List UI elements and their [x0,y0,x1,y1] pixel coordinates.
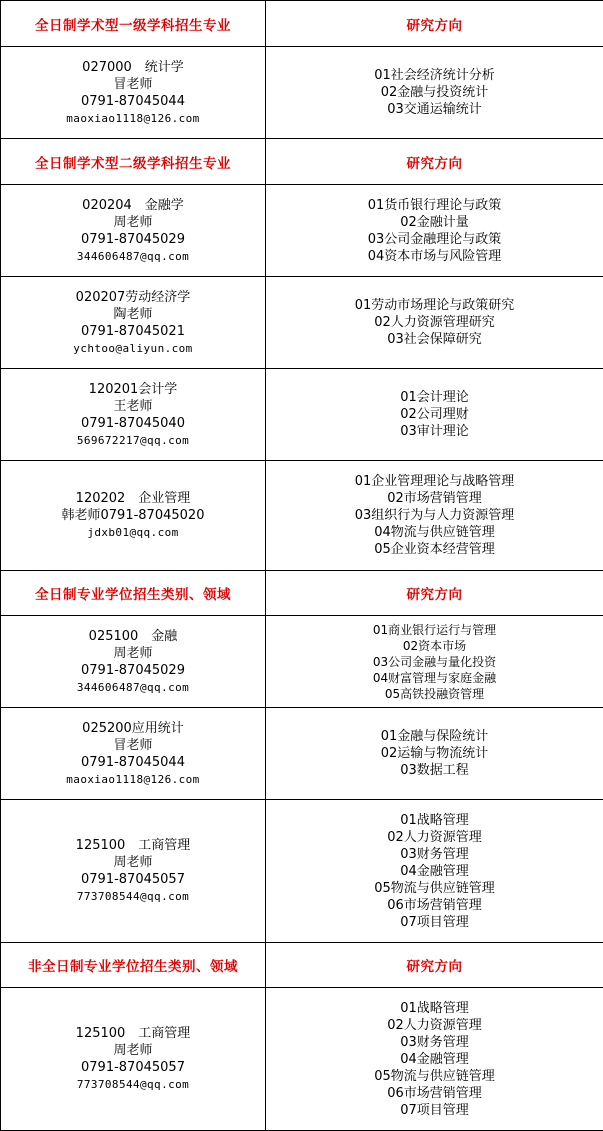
direction-item: 04物流与供应链管理 [374,525,495,540]
direction-item: 01劳动市场理论与政策研究 [354,298,515,313]
direction-item: 06市场营销管理 [387,1085,482,1101]
section-title: 全日制专业学位招生类别、领域 [1,571,266,616]
contact-person: 周老师 [113,214,153,230]
contact-person: 冒老师 [113,737,153,753]
program-info-cell [1,988,266,1131]
direction-header: 研究方向 [266,571,603,616]
program-code-name: 020204 金融学 [82,197,184,213]
section-title: 非全日制专业学位招生类别、领域 [1,943,266,988]
contact-phone: 0791-87045029 [81,231,185,247]
program-code-name: 020207劳动经济学 [75,289,191,305]
direction-item: 01企业管理理论与战略管理 [354,474,515,489]
direction-item: 02金融与投资统计 [380,85,489,100]
program-directions-cell [266,800,603,943]
contact-phone: 0791-87045029 [81,662,185,678]
program-directions-cell [266,185,603,277]
program-code-name: 025200应用统计 [82,720,184,736]
contact-person: 周老师 [113,645,153,661]
contact-phone: 0791-87045040 [81,415,185,431]
direction-item: 05物流与供应链管理 [374,1068,495,1084]
direction-item: 02人力资源管理 [387,829,482,845]
program-directions-cell [266,47,603,139]
direction-item: 04财富管理与家庭金融 [372,670,497,685]
direction-item: 05物流与供应链管理 [374,880,495,896]
contact-email: jdxb01@qq.com [87,526,179,539]
program-row [1,277,603,369]
contact-email: maoxiao1118@126.com [66,111,200,125]
program-info-cell [1,47,266,139]
program-info-cell [1,800,266,943]
direction-item: 03公司金融与量化投资 [372,654,497,669]
contact-email: 344606487@qq.com [76,249,190,263]
direction-item: 03社会保障研究 [387,332,482,347]
section-header-row [1,571,603,616]
program-code-name: 120202 企业管理 [75,491,191,506]
section-title: 全日制学术型一级学科招生专业 [1,1,266,47]
contact-person: 王老师 [113,398,153,414]
section-header-row [1,1,603,47]
direction-item: 02市场营销管理 [387,491,482,506]
direction-header: 研究方向 [266,139,603,185]
program-info-cell [1,369,266,461]
direction-item: 02金融计量 [400,214,469,230]
contact-person: 韩老师0791-87045020 [61,508,205,523]
contact-phone: 0791-87045057 [81,872,185,887]
direction-item: 01战略管理 [400,1000,469,1016]
program-code-name: 125100 工商管理 [75,1026,191,1041]
program-directions-cell [266,708,603,800]
section-header-row [1,139,603,185]
direction-item: 04金融管理 [400,863,469,879]
contact-email: ychtoo@aliyun.com [73,341,193,355]
direction-item: 02公司理财 [400,407,469,422]
direction-item: 03财务管理 [400,846,469,862]
direction-item: 05企业资本经营管理 [374,542,495,557]
direction-item: 02人力资源管理 [387,1017,482,1033]
program-row [1,185,603,277]
program-code-name: 025100 金融 [88,628,178,644]
direction-item: 02资本市场 [402,638,467,653]
program-row [1,461,603,571]
program-row [1,369,603,461]
program-row [1,616,603,708]
direction-item: 03组织行为与人力资源管理 [354,508,515,523]
direction-item: 01金融与保险统计 [380,729,489,744]
direction-item: 01货币银行理论与政策 [367,197,502,213]
program-directions-cell [266,461,603,571]
program-code-name: 125100 工商管理 [75,838,191,853]
program-code-name: 120201会计学 [88,381,178,397]
program-directions-cell [266,277,603,369]
program-row [1,708,603,800]
program-directions-cell [266,369,603,461]
direction-item: 02人力资源管理研究 [374,315,495,330]
direction-item: 01会计理论 [400,390,469,405]
direction-item: 03数据工程 [400,763,469,778]
program-row [1,47,603,139]
contact-phone: 0791-87045057 [81,1060,185,1075]
direction-item: 05高铁投融资管理 [384,686,485,701]
contact-email: maoxiao1118@126.com [66,772,200,786]
contact-email: 773708544@qq.com [76,1078,190,1091]
direction-item: 02运输与物流统计 [380,746,489,761]
direction-item: 03审计理论 [400,424,469,439]
direction-item: 01商业银行运行与管理 [372,622,497,637]
program-row [1,988,603,1131]
direction-item: 03财务管理 [400,1034,469,1050]
program-code-name: 027000 统计学 [82,59,184,75]
program-directions-cell [266,616,603,708]
direction-item: 04金融管理 [400,1051,469,1067]
direction-header: 研究方向 [266,943,603,988]
contact-email: 344606487@qq.com [76,680,190,694]
program-info-cell [1,185,266,277]
contact-person: 陶老师 [113,306,153,322]
section-title: 全日制学术型二级学科招生专业 [1,139,266,185]
contact-person: 冒老师 [113,76,153,92]
direction-header: 研究方向 [266,1,603,47]
contact-person: 周老师 [113,1043,153,1058]
direction-item: 07项目管理 [400,1102,469,1118]
program-row [1,800,603,943]
direction-item: 03交通运输统计 [387,102,482,117]
direction-item: 07项目管理 [400,914,469,930]
contact-email: 569672217@qq.com [76,433,190,447]
contact-phone: 0791-87045021 [81,323,185,339]
contact-phone: 0791-87045044 [81,93,185,109]
program-info-cell [1,708,266,800]
section-header-row [1,943,603,988]
contact-phone: 0791-87045044 [81,754,185,770]
program-info-cell [1,277,266,369]
contact-email: 773708544@qq.com [76,890,190,903]
contact-person: 周老师 [113,855,153,870]
direction-item: 04资本市场与风险管理 [367,248,502,264]
program-directions-cell [266,988,603,1131]
direction-item: 03公司金融理论与政策 [367,231,502,247]
direction-item: 06市场营销管理 [387,897,482,913]
direction-item: 01战略管理 [400,812,469,828]
program-info-cell [1,461,266,571]
program-info-cell [1,616,266,708]
direction-item: 01社会经济统计分析 [374,68,495,83]
